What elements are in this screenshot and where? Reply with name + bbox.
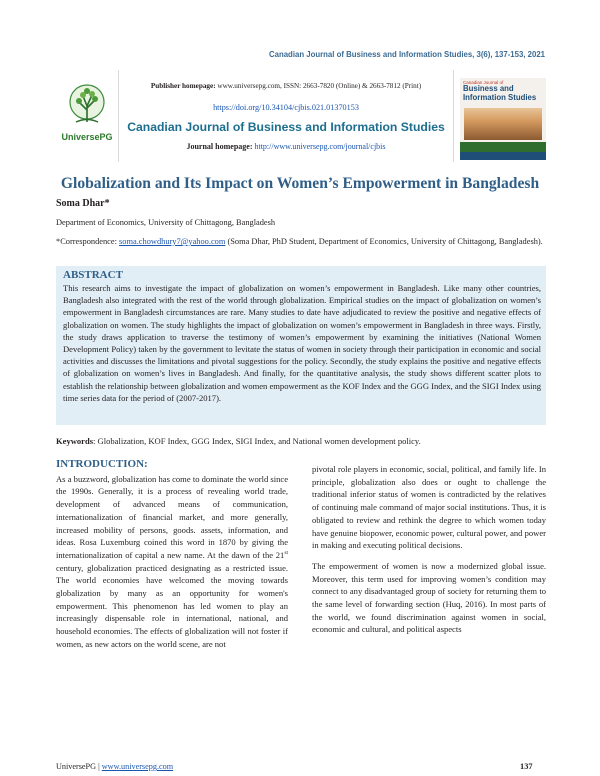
cover-small-text: Canadian Journal of — [463, 80, 504, 85]
introduction-paragraph-3: The empowerment of women is now a modernized global issue. Moreover, this term used for improving women’s condition may connect to any disadvantaged group of society for returning them to the same level of forwarding section (Huq, 2016). In most parts of the world, we found discrimination against women in social, economic and cultural, and political aspects — [312, 560, 546, 635]
introduction-paragraph-1 — [56, 473, 288, 651]
publisher-homepage-line — [119, 82, 453, 90]
journal-cover-image — [460, 78, 546, 160]
journal-homepage-label: Journal homepage: — [186, 142, 253, 151]
running-head: Canadian Journal of Business and Information Studies, 3(6), 137-153, 2021 — [268, 50, 545, 59]
journal-homepage-line — [119, 142, 453, 151]
publisher-homepage-label: Publisher homepage: — [150, 82, 216, 90]
cover-footer-band — [460, 152, 546, 160]
journal-header — [56, 70, 546, 162]
abstract-heading: ABSTRACT — [63, 269, 123, 281]
author-affiliation: Department of Economics, University of Chittagong, Bangladesh — [56, 218, 276, 227]
correspondence-email-link[interactable]: soma.chowdhury7@yahoo.com — [119, 237, 226, 246]
intro-text-part-b: century, globalization practiced designating as a restricted issue. The world economies have welcomed the moving towards globalization by many as an opportunity for women's empowerment. This phenomenon has led women to play an increasingly dispensable role in international, national, and household economies. The effects of globalization will not foster if women, as new actors on the world scene, are not — [56, 562, 288, 649]
footer-publisher-label: UniversePG | — [56, 762, 102, 771]
abstract-text: This research aims to investigate the impact of globalization on women’s empowerment in Bangladesh. Like many other countries, Bangladesh also integrated with the rest of the world through globalization. Empirical studies on the impact of globalization on women’s empowerment in Bangladesh circumstances are rare. Many studies to date have adjudicated to review the positive and negative effects of globalization on women. The study highlights the impact of globalization on women’s empowerment in Bangladesh in three ways. Firstly, the study draws application to traverse the testimony of women’s empowerment by examining the initiatives (National Women Development Policy) taken by the government to levitate the status of women in society through their participation in economic and social activities and discusses the limitations and pivotal suggestions for the policy. Secondly, the study explains the positive and negative effects of globalization on women’s lives in Bangladesh. And finally, for the quantitative analysis, the study shows different scatter plots to establish the relationship between globalization and women empowerment as the KOF Index and the GGG Index, and the SIGI Index using time series data for the period of (2007-2017). — [63, 283, 541, 403]
left-column — [56, 458, 288, 651]
tree-logo-icon — [66, 84, 108, 128]
footer-publisher — [56, 762, 173, 771]
correspondence-details: (Soma Dhar, PhD Student, Department of Economics, University of Chittagong, Bangladesh). — [227, 237, 543, 246]
cover-band — [460, 142, 546, 152]
publisher-logo-name: UniversePG — [61, 132, 113, 142]
author-name: Soma Dhar* — [56, 198, 110, 209]
keywords-label: Keywords — [56, 436, 94, 446]
intro-text-part-a: As a buzzword, globalization has come to dominate the world since the 1990s. Generally, it is a process of revealing world trade, development of advanced means of communication, internationalization of financial market, and more generally, increased mobility of persons, goods. assets, information, and ideas. Rosa Luxemburg coined this word in 1870 by giving the internationalization of capital a new name. At the dawn of the 21 — [56, 473, 288, 560]
introduction-heading: INTRODUCTION: — [56, 458, 148, 470]
journal-name: Canadian Journal of Business and Information Studies — [127, 120, 445, 134]
article-title: Globalization and Its Impact on Women’s Empowerment in Bangladesh — [60, 175, 540, 192]
intro-superscript: st — [284, 550, 288, 557]
cover-title-line1: Business and — [463, 84, 514, 93]
cover-title-line2: Information Studies — [463, 92, 537, 102]
right-column — [312, 463, 546, 636]
journal-header-info — [118, 70, 454, 162]
page-number: 137 — [520, 762, 533, 771]
correspondence — [56, 236, 546, 249]
publisher-logo[interactable] — [58, 84, 116, 160]
doi-link[interactable]: https://doi.org/10.34104/cjbis.021.01370153 — [213, 103, 359, 112]
journal-homepage-link[interactable]: http://www.universepg.com/journal/cjbis — [254, 142, 386, 151]
footer-publisher-link[interactable]: www.universepg.com — [101, 762, 174, 771]
introduction-paragraph-2: pivotal role players in economic, social, political, and family life. In principle, globalization also does or ought to challenge the traditional inferior status of women is contradicted by the relatives of continuing male command of major social institutions. Thus, it is obligated to review and rethink the degree to which women today have genuine biopower, economic power, cultural power, and power in making and executing political decisions. — [312, 464, 546, 551]
publisher-homepage-text: www.universepg.com, ISSN: 2663-7820 (Online) & 2663-7812 (Print) — [217, 82, 422, 90]
keywords-text: : Globalization, KOF Index, GGG Index, SIGI Index, and National women development policy. — [93, 436, 421, 446]
abstract-box — [56, 266, 546, 425]
keywords-line — [56, 436, 546, 446]
correspondence-label: *Correspondence: — [56, 237, 117, 246]
cover-photo — [464, 108, 542, 140]
